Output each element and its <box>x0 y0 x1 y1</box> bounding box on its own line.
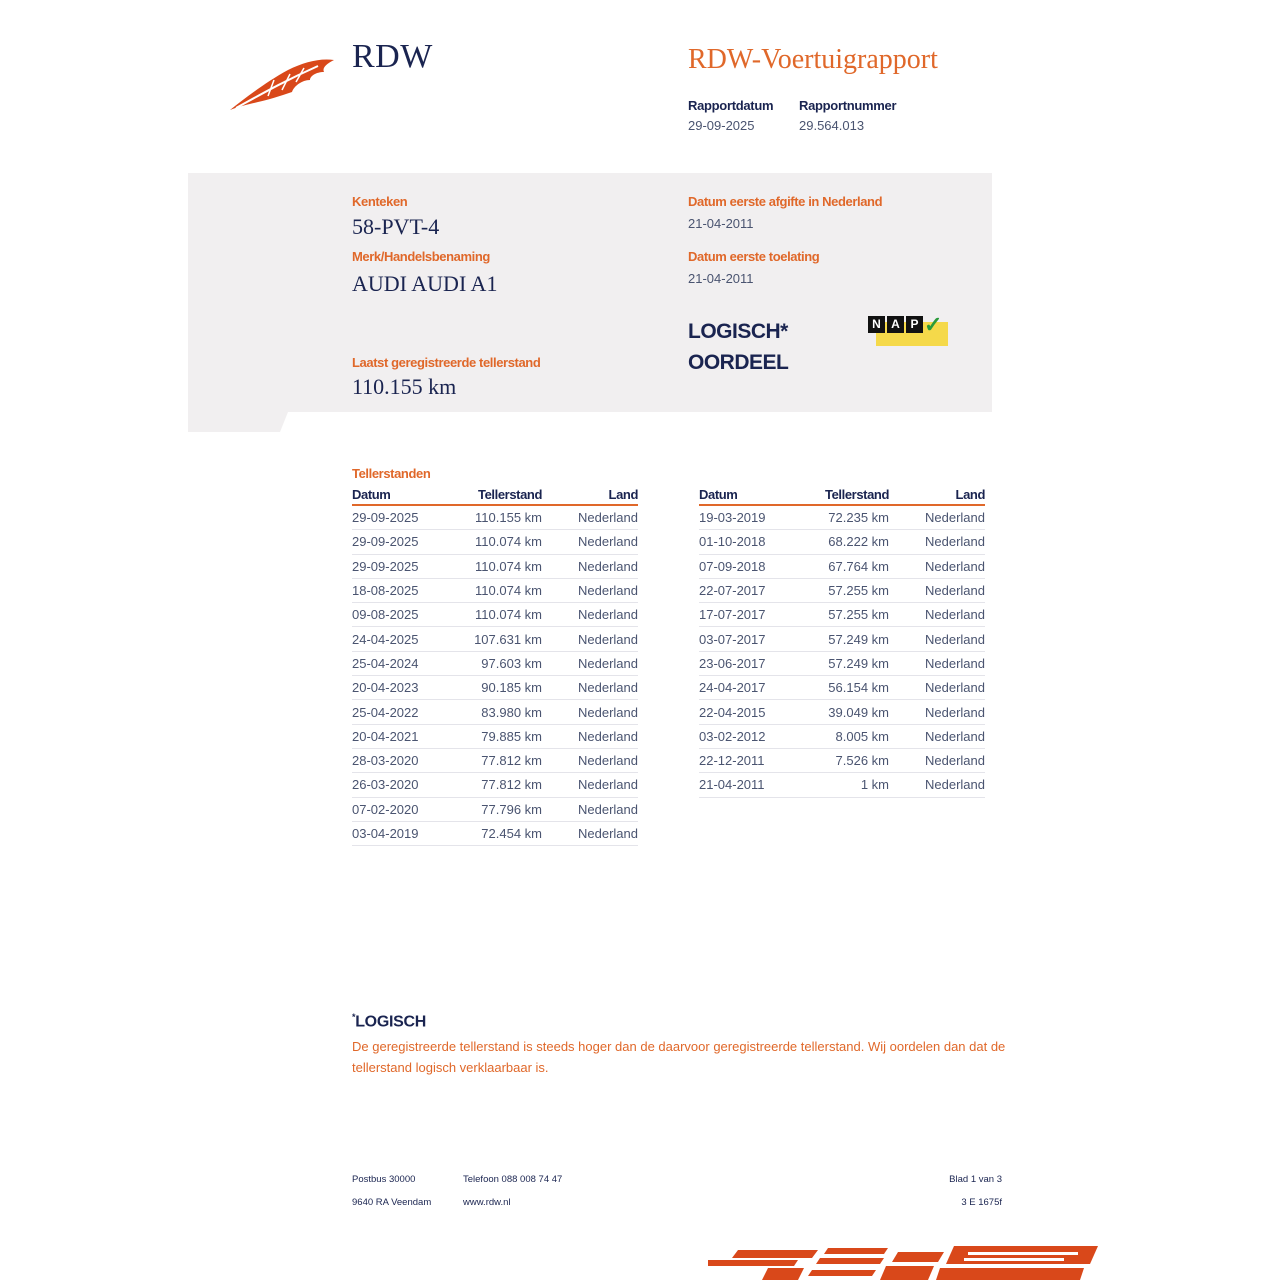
row-date: 22-04-2015 <box>699 704 766 720</box>
odometer-table-right <box>699 486 985 798</box>
plate-label: Kenteken <box>352 194 408 209</box>
last-odometer-label: Laatst geregistreerde tellerstand <box>352 355 541 370</box>
row-reading: 8.005 km <box>835 728 889 744</box>
table-row <box>699 506 985 530</box>
row-date: 01-10-2018 <box>699 534 766 550</box>
col-country: Land <box>608 487 638 502</box>
table-row <box>699 725 985 749</box>
table-row <box>352 798 638 822</box>
row-date: 29-09-2025 <box>352 558 419 574</box>
row-date: 29-09-2025 <box>352 534 419 550</box>
row-country: Nederland <box>578 558 638 574</box>
table-row <box>352 822 638 846</box>
table-row <box>352 749 638 773</box>
summary-panel-tab <box>188 412 288 432</box>
report-title: RDW-Voertuigrapport <box>688 44 938 75</box>
row-country: Nederland <box>925 631 985 647</box>
footnote-text: De geregistreerde tellerstand is steeds hoger dan de daarvoor geregistreerde tellerstand. Wij oordelen dan dat de tellerstand logisch verklaarbaar is. <box>352 1039 1006 1075</box>
row-date: 24-04-2017 <box>699 680 766 696</box>
table-row <box>699 676 985 700</box>
table-row <box>699 749 985 773</box>
row-country: Nederland <box>578 510 638 526</box>
last-odometer-value: 110.155 km <box>352 374 457 399</box>
footnote-title <box>352 1012 426 1031</box>
footer-website-link[interactable]: www.rdw.nl <box>463 1197 511 1208</box>
row-country: Nederland <box>578 777 638 793</box>
row-country: Nederland <box>925 510 985 526</box>
col-date: Datum <box>699 487 738 502</box>
row-date: 07-09-2018 <box>699 558 766 574</box>
row-country: Nederland <box>578 583 638 599</box>
table-row <box>352 603 638 627</box>
verdict-label: OORDEEL <box>688 351 789 374</box>
row-reading: 110.155 km <box>475 510 542 526</box>
nap-letter: N <box>868 316 885 333</box>
table-row <box>352 579 638 603</box>
row-country: Nederland <box>925 607 985 623</box>
row-date: 03-02-2012 <box>699 728 766 744</box>
row-reading: 7.526 km <box>835 753 889 769</box>
report-number-label: Rapportnummer <box>799 98 897 113</box>
row-reading: 77.796 km <box>481 801 542 817</box>
row-country: Nederland <box>925 753 985 769</box>
table-row <box>352 530 638 554</box>
col-reading: Tellerstand <box>825 487 889 502</box>
row-country: Nederland <box>578 680 638 696</box>
rdw-feather-logo <box>228 56 338 116</box>
row-reading: 57.249 km <box>828 631 889 647</box>
row-reading: 107.631 km <box>474 631 542 647</box>
footer-code: 3 E 1675f <box>961 1197 1002 1208</box>
table-header <box>699 486 985 506</box>
row-country: Nederland <box>925 583 985 599</box>
table-row <box>352 555 638 579</box>
speed-stripes-graphic <box>708 1244 1098 1280</box>
report-date: 29-09-2025 <box>688 118 755 133</box>
table-row <box>699 700 985 724</box>
row-country: Nederland <box>925 728 985 744</box>
row-reading: 57.255 km <box>828 583 889 599</box>
table-row <box>352 773 638 797</box>
col-date: Datum <box>352 487 391 502</box>
row-reading: 110.074 km <box>475 534 542 550</box>
row-reading: 77.812 km <box>481 777 542 793</box>
verdict-result: LOGISCH* <box>688 320 788 343</box>
row-country: Nederland <box>578 631 638 647</box>
row-country: Nederland <box>925 777 985 793</box>
row-country: Nederland <box>578 826 638 841</box>
row-reading: 39.049 km <box>828 704 889 720</box>
odometer-section-title: Tellerstanden <box>352 466 431 481</box>
check-icon: ✓ <box>924 312 943 337</box>
row-reading: 110.074 km <box>475 607 542 623</box>
first-issue-date: 21-04-2011 <box>688 216 754 231</box>
make-label: Merk/Handelsbenaming <box>352 249 490 264</box>
table-row <box>699 603 985 627</box>
row-country: Nederland <box>925 558 985 574</box>
footer-page-number: Blad 1 van 3 <box>949 1174 1002 1185</box>
row-date: 26-03-2020 <box>352 777 419 793</box>
row-country: Nederland <box>578 728 638 744</box>
row-country: Nederland <box>578 655 638 671</box>
table-row <box>352 506 638 530</box>
nap-letter: A <box>887 316 904 333</box>
table-row <box>352 652 638 676</box>
row-reading: 110.074 km <box>475 558 542 574</box>
odometer-table-left <box>352 486 638 846</box>
footer-po-box: Postbus 30000 <box>352 1174 416 1185</box>
table-row <box>352 676 638 700</box>
col-country: Land <box>955 487 985 502</box>
row-reading: 72.235 km <box>828 510 889 526</box>
row-country: Nederland <box>578 704 638 720</box>
row-date: 07-02-2020 <box>352 801 419 817</box>
row-date: 03-07-2017 <box>699 631 766 647</box>
row-date: 23-06-2017 <box>699 655 766 671</box>
brand-name: RDW <box>352 38 433 75</box>
row-reading: 79.885 km <box>481 728 542 744</box>
row-date: 20-04-2023 <box>352 680 419 696</box>
row-date: 03-04-2019 <box>352 826 419 841</box>
row-date: 25-04-2024 <box>352 655 419 671</box>
row-reading: 72.454 km <box>481 826 542 841</box>
table-row <box>699 530 985 554</box>
row-country: Nederland <box>925 655 985 671</box>
footnote-marker: * <box>352 1012 356 1022</box>
row-date: 17-07-2017 <box>699 607 766 623</box>
row-reading: 77.812 km <box>481 753 542 769</box>
row-reading: 90.185 km <box>481 680 542 696</box>
first-issue-label: Datum eerste afgifte in Nederland <box>688 194 883 209</box>
first-admission-label: Datum eerste toelating <box>688 249 820 264</box>
nap-letter: P <box>906 316 923 333</box>
vehicle-make: AUDI AUDI A1 <box>352 271 498 296</box>
table-header <box>352 486 638 506</box>
row-country: Nederland <box>578 753 638 769</box>
first-admission-date: 21-04-2011 <box>688 271 754 286</box>
footer-city: 9640 RA Veendam <box>352 1197 432 1208</box>
footnote-heading: LOGISCH <box>355 1013 426 1031</box>
row-country: Nederland <box>578 534 638 550</box>
row-date: 19-03-2019 <box>699 510 766 526</box>
table-row <box>699 579 985 603</box>
row-date: 28-03-2020 <box>352 753 419 769</box>
table-row <box>352 627 638 651</box>
row-reading: 57.255 km <box>828 607 889 623</box>
row-date: 18-08-2025 <box>352 583 419 599</box>
row-country: Nederland <box>925 680 985 696</box>
row-reading: 56.154 km <box>828 680 889 696</box>
row-reading: 57.249 km <box>828 655 889 671</box>
row-reading: 83.980 km <box>481 704 542 720</box>
row-country: Nederland <box>925 704 985 720</box>
row-date: 21-04-2011 <box>699 777 765 793</box>
row-date: 20-04-2021 <box>352 728 419 744</box>
report-number: 29.564.013 <box>799 118 865 133</box>
row-reading: 110.074 km <box>475 583 542 599</box>
row-country: Nederland <box>578 801 638 817</box>
nap-badge-icon <box>868 312 948 346</box>
row-reading: 1 km <box>860 777 889 793</box>
col-reading: Tellerstand <box>478 487 542 502</box>
license-plate: 58-PVT-4 <box>352 214 440 239</box>
row-country: Nederland <box>578 607 638 623</box>
row-date: 24-04-2025 <box>352 631 419 647</box>
row-country: Nederland <box>925 534 985 550</box>
row-date: 22-12-2011 <box>699 753 765 769</box>
footer-phone: Telefoon 088 008 74 47 <box>463 1174 563 1185</box>
table-row <box>352 725 638 749</box>
row-date: 29-09-2025 <box>352 510 419 526</box>
row-date: 09-08-2025 <box>352 607 419 623</box>
report-date-label: Rapportdatum <box>688 98 774 113</box>
table-row <box>699 652 985 676</box>
table-row <box>699 773 985 797</box>
row-reading: 68.222 km <box>828 534 889 550</box>
row-date: 25-04-2022 <box>352 704 419 720</box>
table-row <box>699 627 985 651</box>
row-reading: 97.603 km <box>481 655 542 671</box>
table-row <box>352 700 638 724</box>
table-row <box>699 555 985 579</box>
row-reading: 67.764 km <box>828 558 889 574</box>
row-date: 22-07-2017 <box>699 583 766 599</box>
